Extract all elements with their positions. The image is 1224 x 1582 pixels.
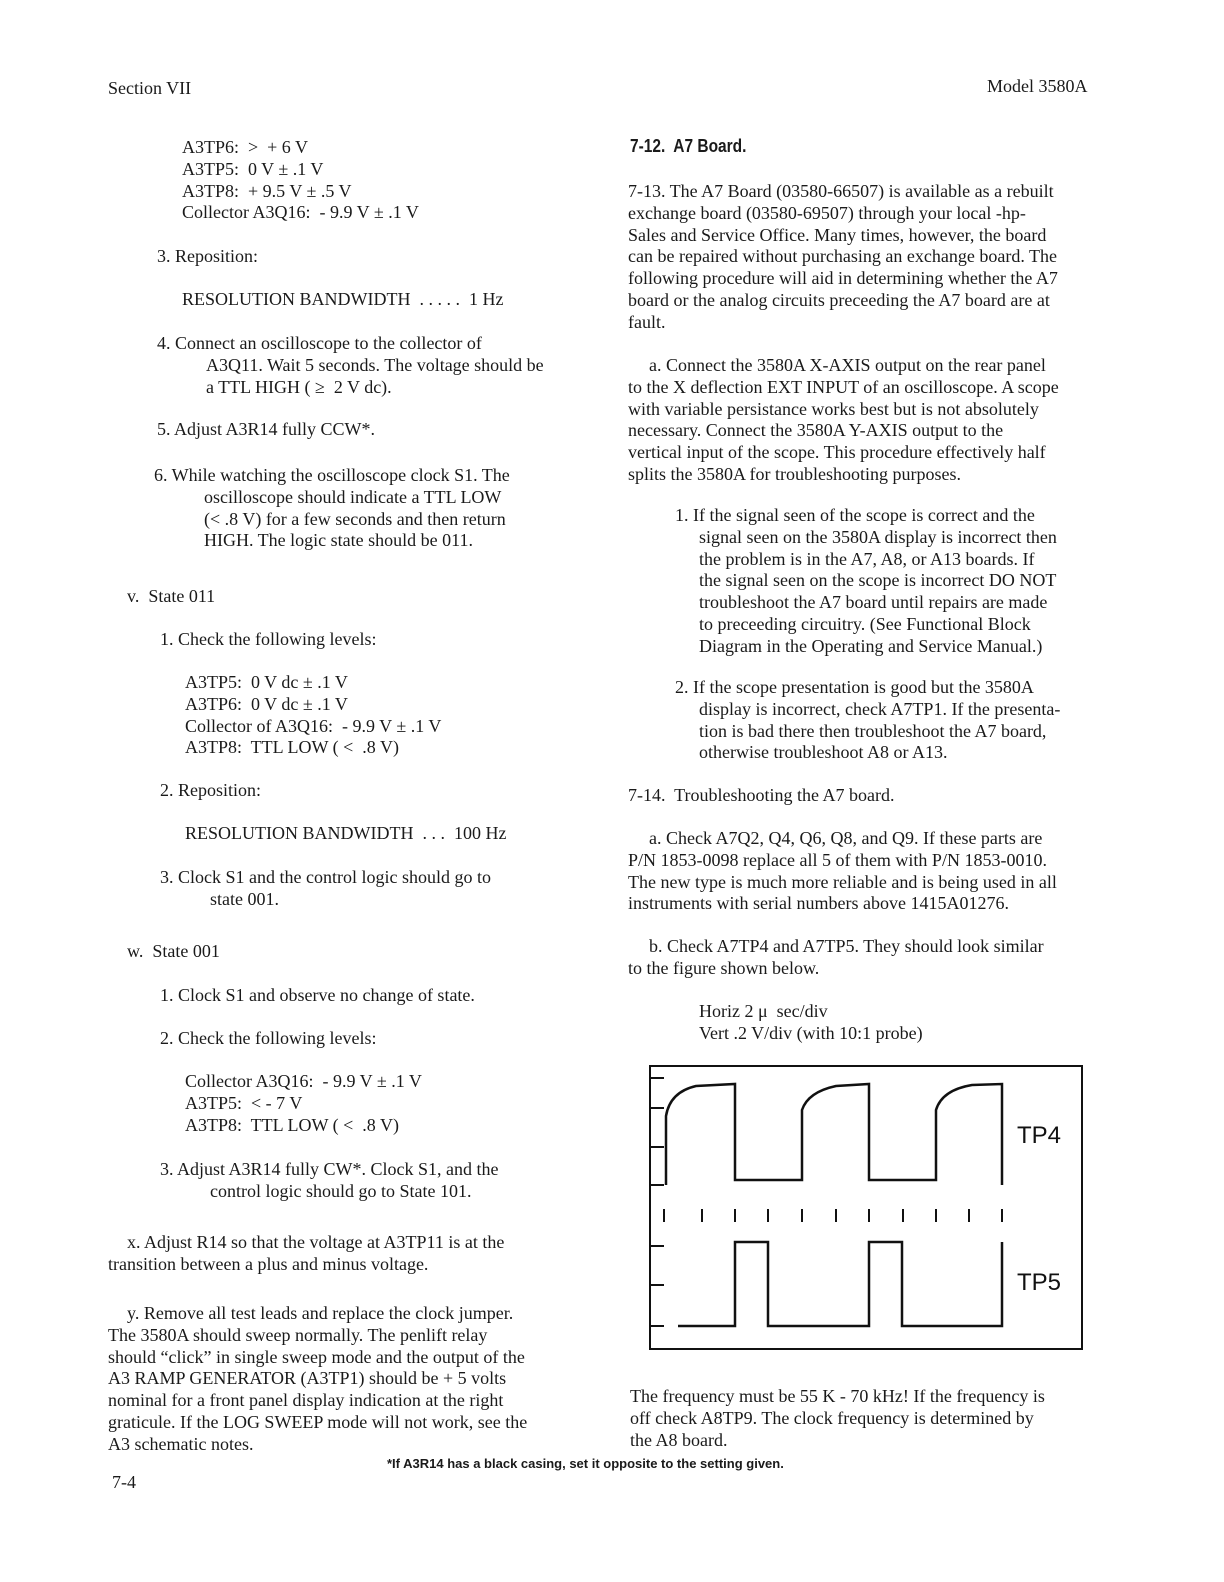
oscilloscope-figure xyxy=(640,1058,1090,1358)
v-step-2-setting: RESOLUTION BANDWIDTH . . . 100 Hz xyxy=(185,823,507,843)
list-item: A3TP6: 0 V dc ± .1 V xyxy=(185,693,348,714)
graticule-ticks xyxy=(651,1078,1002,1326)
v-step-3: 3. Clock S1 and the control logic should go to state 001. xyxy=(160,867,491,909)
levels-top-list xyxy=(182,137,419,224)
v-step-1: 1. Check the following levels: xyxy=(160,629,377,649)
w-step-3: 3. Adjust A3R14 fully CW*. Clock S1, and the control logic should go to State 101. xyxy=(160,1159,499,1201)
v-step-2-label: 2. Reposition: xyxy=(160,780,262,800)
tp5-label: TP5 xyxy=(1017,1269,1062,1296)
vert-scale: Vert .2 V/div (with 10:1 probe) xyxy=(699,1023,923,1043)
section-title: Section VII xyxy=(108,78,192,98)
footnote: *If A3R14 has a black casing, set it opposite to the setting given. xyxy=(387,1456,784,1471)
item-1: 1. If the signal seen of the scope is correct and the signal seen on the 3580A display is incorrect then the problem is in the A7, A8, or A13 boards. If the signal seen on the scope is incorrect DO NOT troubleshoot the A7 board until repairs are made to preceeding circuitry. (See Functional Block Diagram in the Operating and Service Manual.) xyxy=(675,505,1057,656)
state-w-heading: w. State 001 xyxy=(127,941,220,961)
list-item: Collector A3Q16: - 9.9 V ± .1 V xyxy=(185,1071,422,1091)
item-2: 2. If the scope presentation is good but the 3580A display is incorrect, check A7TP1. If the presenta- tion is bad there then troubleshoot the A7 board, otherwise troubleshoot A8 or A13. xyxy=(675,677,1061,763)
list-item: A3TP8: + 9.5 V ± .5 V xyxy=(182,180,352,201)
tp4-waveform xyxy=(666,1084,1002,1185)
w-levels-list xyxy=(185,1071,422,1136)
list-item: A3TP5: 0 V dc ± .1 V xyxy=(185,672,348,692)
list-item: A3TP6: > + 6 V xyxy=(182,137,308,157)
para-a2: a. Check A7Q2, Q4, Q6, Q8, and Q9. If these parts are P/N 1853-0098 replace all 5 of them with P/N 1853-0010. The new type is much more reliable and is being used in all instruments with serial numbers above 1415A01276. xyxy=(628,828,1057,914)
tp4-label: TP4 xyxy=(1017,1122,1062,1149)
graticule-frame xyxy=(650,1066,1082,1349)
para-x: x. Adjust R14 so that the voltage at A3TP11 is at the transition between a plus and minus voltage. xyxy=(108,1232,505,1274)
page-number: 7-4 xyxy=(112,1472,136,1492)
step-3-setting: RESOLUTION BANDWIDTH . . . . . 1 Hz xyxy=(182,289,504,309)
frequency-note: The frequency must be 55 K - 70 kHz! If the frequency is off check A8TP9. The clock frequency is determined by the A8 board. xyxy=(630,1386,1045,1450)
list-item: A3TP5: 0 V ± .1 V xyxy=(182,158,324,179)
state-v-heading: v. State 011 xyxy=(127,586,216,606)
model-title: Model 3580A xyxy=(987,76,1088,96)
para-7-13: 7-13. The A7 Board (03580-66507) is available as a rebuilt exchange board (03580-69507) through your local -hp- Sales and Service Office. Many times, however, the board can be repaired without purchasing an exchange board. The following procedure will aid in determining whether the A7 board or the analog circuits preceeding the A7 board are at fault. xyxy=(628,181,1058,332)
list-item: A3TP8: TTL LOW ( < .8 V) xyxy=(185,1114,399,1135)
para-y: y. Remove all test leads and replace the clock jumper. The 3580A should sweep normally. The penlift relay should “click” in single sweep mode and the output of the A3 RAMP GENERATOR (A3TP1) should be + 5 volts nominal for a front panel display indication at the right graticule. If the LOG SWEEP mode will not work, see the A3 schematic notes. xyxy=(108,1303,528,1454)
list-item: Collector of A3Q16: - 9.9 V ± .1 V xyxy=(185,715,442,736)
list-item: A3TP8: TTL LOW ( < .8 V) xyxy=(185,737,399,758)
section-heading: 7-12. A7 Board. xyxy=(630,136,747,156)
list-item: A3TP5: < - 7 V xyxy=(185,1092,303,1113)
step-6: 6. While watching the oscilloscope clock S1. The oscilloscope should indicate a TTL LOW (< .8 V) for a few seconds and then return HIGH. The logic state should be 011. xyxy=(154,465,510,551)
para-7-14: 7-14. Troubleshooting the A7 board. xyxy=(628,785,895,805)
step-5: 5. Adjust A3R14 fully CCW*. xyxy=(157,419,376,439)
para-a: a. Connect the 3580A X-AXIS output on the rear panel to the X deflection EXT INPUT of an oscilloscope. A scope with variable persistance works best but is not absolutely necessary. Connect the 3580A Y-AXIS output to the vertical input of the scope. This procedure effectively half splits the 3580A for troubleshooting purposes. xyxy=(628,355,1059,484)
v-levels-list xyxy=(185,672,441,759)
list-item: Collector A3Q16: - 9.9 V ± .1 V xyxy=(182,202,419,223)
horiz-scale: Horiz 2 μ sec/div xyxy=(699,1001,828,1021)
w-step-2: 2. Check the following levels: xyxy=(160,1028,377,1048)
para-b: b. Check A7TP4 and A7TP5. They should look similar to the figure shown below. xyxy=(628,936,1044,978)
step-4: 4. Connect an oscilloscope to the collector of A3Q11. Wait 5 seconds. The voltage should be a TTL HIGH ( ≥ 2 V dc). xyxy=(157,333,544,397)
tp5-waveform xyxy=(678,1242,1002,1326)
step-3-label: 3. Reposition: xyxy=(157,246,259,266)
w-step-1: 1. Clock S1 and observe no change of state. xyxy=(160,985,475,1005)
